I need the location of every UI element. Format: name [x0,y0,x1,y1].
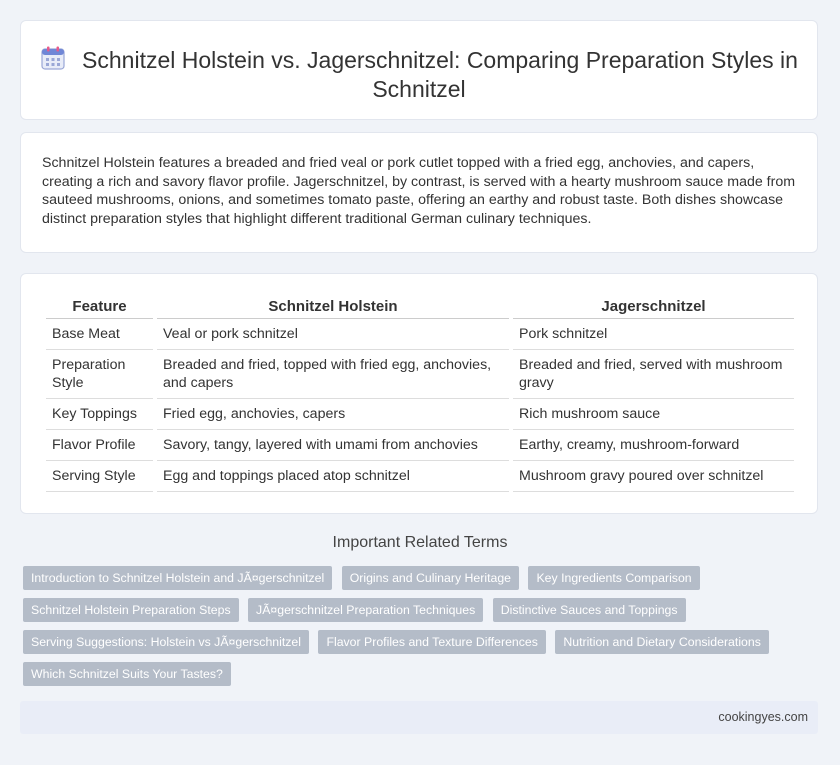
page-header [20,20,818,120]
table-cell: Serving Style [46,461,153,492]
table-cell: Flavor Profile [46,430,153,461]
table-row [46,461,794,492]
table-cell: Base Meat [46,319,153,350]
table-cell: Breaded and fried, topped with fried egg, anchovies, and capers [157,350,509,399]
table-cell: Mushroom gravy poured over schnitzel [513,461,794,492]
footer [20,701,818,734]
related-terms-list [23,566,803,694]
table-cell: Key Toppings [46,399,153,430]
header-holstein: Schnitzel Holstein [157,296,509,319]
related-term-tag[interactable]: Nutrition and Dietary Considerations [555,630,769,654]
header-feature: Feature [46,296,153,319]
comparison-card [20,273,818,514]
table-cell: Egg and toppings placed atop schnitzel [157,461,509,492]
table-cell: Rich mushroom sauce [513,399,794,430]
table-row [46,319,794,350]
related-term-tag[interactable]: Distinctive Sauces and Toppings [493,598,686,622]
table-row [46,430,794,461]
related-term-tag[interactable]: Which Schnitzel Suits Your Tastes? [23,662,231,686]
related-term-tag[interactable]: Serving Suggestions: Holstein vs JÃ¤gerschnitzel [23,630,309,654]
intro-card [20,132,818,253]
table-header-row [46,296,794,319]
related-terms-title: Important Related Terms [332,534,508,551]
table-cell: Earthy, creamy, mushroom-forward [513,430,794,461]
table-cell: Fried egg, anchovies, capers [157,399,509,430]
footer-site-link[interactable]: cookingyes.com [718,710,808,724]
calendar-icon [40,45,66,71]
intro-text: Schnitzel Holstein features a breaded and fried veal or pork cutlet topped with a fried egg, anchovies, and capers, creating a rich and savory flavor profile. Jagerschnitzel, by contrast, is served with a hearty mushroom sauce made from sauteed mushrooms, onions, and sometimes tomato paste, offering an earthy and robust taste. Both dishes showcase distinct preparation styles that highlight different traditional German culinary techniques. [42,155,796,227]
table-cell: Breaded and fried, served with mushroom gravy [513,350,794,399]
table-cell: Veal or pork schnitzel [157,319,509,350]
header-jagerschnitzel: Jagerschnitzel [513,296,794,319]
related-term-tag[interactable]: Introduction to Schnitzel Holstein and JÃ¤gerschnitzel [23,566,332,590]
table-row [46,399,794,430]
related-term-tag[interactable]: JÃ¤gerschnitzel Preparation Techniques [248,598,483,622]
related-term-tag[interactable]: Key Ingredients Comparison [528,566,699,590]
table-cell: Pork schnitzel [513,319,794,350]
table-row [46,350,794,399]
comparison-table [42,296,798,492]
table-cell: Preparation Style [46,350,153,399]
table-cell: Savory, tangy, layered with umami from anchovies [157,430,509,461]
related-term-tag[interactable]: Schnitzel Holstein Preparation Steps [23,598,239,622]
related-term-tag[interactable]: Origins and Culinary Heritage [342,566,519,590]
page-title: Schnitzel Holstein vs. Jagerschnitzel: Comparing Preparation Styles in Schnitzel [82,47,798,102]
related-term-tag[interactable]: Flavor Profiles and Texture Differences [318,630,545,654]
